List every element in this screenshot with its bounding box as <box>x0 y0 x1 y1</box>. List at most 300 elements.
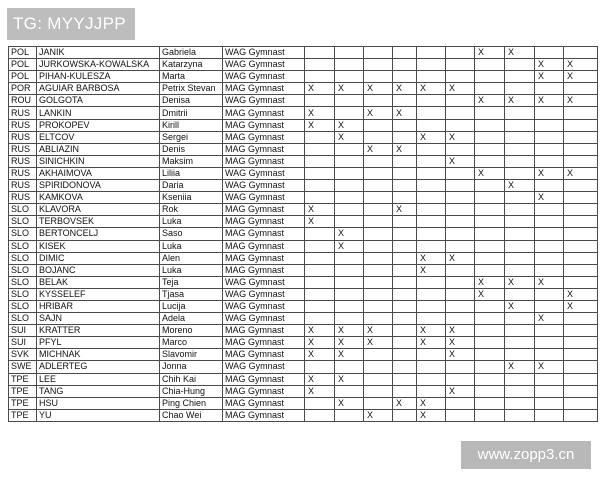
first-name-cell: Chao Wei <box>160 409 223 421</box>
first-name-cell: Teja <box>160 276 223 288</box>
apparatus-mark-cell <box>446 192 475 204</box>
apparatus-mark-cell: X <box>305 385 335 397</box>
nation-cell: SUI <box>9 325 37 337</box>
apparatus-mark-cell <box>505 264 535 276</box>
gymnast-type-cell: MAG Gymnast <box>223 143 305 155</box>
last-name-cell: HSU <box>37 397 160 409</box>
apparatus-mark-cell: X <box>564 300 598 312</box>
apparatus-mark-cell <box>417 47 446 59</box>
apparatus-mark-cell <box>475 264 505 276</box>
nation-cell: RUS <box>9 131 37 143</box>
apparatus-mark-cell <box>446 167 475 179</box>
table-row <box>9 397 598 409</box>
apparatus-mark-cell <box>364 155 393 167</box>
last-name-cell: YU <box>37 409 160 421</box>
apparatus-mark-cell <box>564 361 598 373</box>
apparatus-mark-cell: X <box>305 83 335 95</box>
apparatus-mark-cell <box>305 276 335 288</box>
gymnast-type-cell: MAG Gymnast <box>223 107 305 119</box>
apparatus-mark-cell <box>564 252 598 264</box>
table-row <box>9 349 598 361</box>
first-name-cell: Moreno <box>160 325 223 337</box>
apparatus-mark-cell <box>393 131 417 143</box>
apparatus-mark-cell <box>305 59 335 71</box>
apparatus-mark-cell: X <box>446 252 475 264</box>
apparatus-mark-cell <box>364 180 393 192</box>
apparatus-mark-cell <box>505 325 535 337</box>
apparatus-mark-cell <box>564 373 598 385</box>
apparatus-mark-cell: X <box>417 252 446 264</box>
apparatus-mark-cell: X <box>564 71 598 83</box>
last-name-cell: LANKIN <box>37 107 160 119</box>
apparatus-mark-cell <box>505 119 535 131</box>
apparatus-mark-cell <box>505 83 535 95</box>
apparatus-mark-cell: X <box>364 325 393 337</box>
apparatus-mark-cell: X <box>564 59 598 71</box>
apparatus-mark-cell <box>393 71 417 83</box>
apparatus-mark-cell <box>305 131 335 143</box>
nation-cell: SLO <box>9 300 37 312</box>
apparatus-mark-cell <box>475 155 505 167</box>
apparatus-mark-cell: X <box>335 131 364 143</box>
apparatus-mark-cell <box>505 373 535 385</box>
apparatus-mark-cell <box>335 95 364 107</box>
apparatus-mark-cell <box>335 47 364 59</box>
gymnast-type-cell: MAG Gymnast <box>223 240 305 252</box>
nation-cell: RUS <box>9 119 37 131</box>
gymnast-type-cell: MAG Gymnast <box>223 397 305 409</box>
apparatus-mark-cell: X <box>417 264 446 276</box>
first-name-cell: Ping Chien <box>160 397 223 409</box>
apparatus-mark-cell <box>446 228 475 240</box>
table-row <box>9 204 598 216</box>
apparatus-mark-cell <box>505 409 535 421</box>
gymnast-type-cell: WAG Gymnast <box>223 288 305 300</box>
table-row <box>9 325 598 337</box>
gymnast-type-cell: WAG Gymnast <box>223 71 305 83</box>
apparatus-mark-cell <box>535 240 564 252</box>
apparatus-mark-cell <box>364 71 393 83</box>
apparatus-mark-cell <box>364 119 393 131</box>
apparatus-mark-cell <box>393 192 417 204</box>
apparatus-mark-cell <box>305 252 335 264</box>
nation-cell: TPE <box>9 385 37 397</box>
apparatus-mark-cell: X <box>564 95 598 107</box>
table-row <box>9 264 598 276</box>
gymnast-type-cell: MAG Gymnast <box>223 264 305 276</box>
apparatus-mark-cell: X <box>475 95 505 107</box>
apparatus-mark-cell: X <box>446 83 475 95</box>
table-row <box>9 95 598 107</box>
apparatus-mark-cell <box>505 192 535 204</box>
apparatus-mark-cell <box>564 397 598 409</box>
apparatus-mark-cell: X <box>305 119 335 131</box>
apparatus-mark-cell <box>305 95 335 107</box>
first-name-cell: Luka <box>160 216 223 228</box>
first-name-cell: Luka <box>160 264 223 276</box>
apparatus-mark-cell <box>505 107 535 119</box>
apparatus-mark-cell <box>446 300 475 312</box>
apparatus-mark-cell <box>305 397 335 409</box>
gymnast-type-cell: MAG Gymnast <box>223 119 305 131</box>
apparatus-mark-cell <box>446 71 475 83</box>
table-row <box>9 180 598 192</box>
last-name-cell: JURKOWSKA-KOWALSKA <box>37 59 160 71</box>
apparatus-mark-cell: X <box>564 167 598 179</box>
apparatus-mark-cell <box>393 180 417 192</box>
apparatus-mark-cell <box>393 349 417 361</box>
apparatus-mark-cell <box>305 264 335 276</box>
apparatus-mark-cell: X <box>335 83 364 95</box>
apparatus-mark-cell: X <box>475 167 505 179</box>
table-row <box>9 167 598 179</box>
watermark-bottom: www.zopp3.cn <box>461 441 591 469</box>
apparatus-mark-cell <box>475 349 505 361</box>
first-name-cell: Jonna <box>160 361 223 373</box>
apparatus-mark-cell <box>535 288 564 300</box>
gymnast-type-cell: WAG Gymnast <box>223 95 305 107</box>
nation-cell: SLO <box>9 252 37 264</box>
apparatus-mark-cell <box>446 143 475 155</box>
table-row <box>9 276 598 288</box>
table-row <box>9 83 598 95</box>
last-name-cell: KYSSELEF <box>37 288 160 300</box>
table-row <box>9 373 598 385</box>
table-row <box>9 216 598 228</box>
apparatus-mark-cell <box>505 228 535 240</box>
apparatus-mark-cell <box>535 385 564 397</box>
first-name-cell: Kirill <box>160 119 223 131</box>
apparatus-mark-cell <box>505 143 535 155</box>
apparatus-mark-cell: X <box>446 385 475 397</box>
apparatus-mark-cell <box>393 252 417 264</box>
first-name-cell: Luka <box>160 240 223 252</box>
table-row <box>9 71 598 83</box>
apparatus-mark-cell <box>564 276 598 288</box>
apparatus-mark-cell: X <box>364 337 393 349</box>
table-row <box>9 228 598 240</box>
apparatus-mark-cell <box>475 83 505 95</box>
apparatus-mark-cell <box>364 192 393 204</box>
apparatus-mark-cell <box>475 240 505 252</box>
apparatus-mark-cell <box>564 325 598 337</box>
apparatus-mark-cell <box>335 276 364 288</box>
first-name-cell: Chia-Hung <box>160 385 223 397</box>
apparatus-mark-cell: X <box>535 192 564 204</box>
apparatus-mark-cell <box>305 288 335 300</box>
apparatus-mark-cell: X <box>535 59 564 71</box>
apparatus-mark-cell <box>446 107 475 119</box>
nation-cell: POL <box>9 71 37 83</box>
apparatus-mark-cell <box>446 216 475 228</box>
first-name-cell: Gabriela <box>160 47 223 59</box>
apparatus-mark-cell <box>535 409 564 421</box>
nation-cell: POL <box>9 47 37 59</box>
apparatus-mark-cell: X <box>417 337 446 349</box>
apparatus-mark-cell <box>446 288 475 300</box>
apparatus-mark-cell: X <box>475 276 505 288</box>
first-name-cell: Kseniia <box>160 192 223 204</box>
apparatus-mark-cell <box>417 119 446 131</box>
apparatus-mark-cell <box>335 361 364 373</box>
apparatus-mark-cell <box>335 216 364 228</box>
last-name-cell: BELAK <box>37 276 160 288</box>
last-name-cell: PROKOPEV <box>37 119 160 131</box>
nation-cell: SLO <box>9 240 37 252</box>
gymnast-type-cell: MAG Gymnast <box>223 155 305 167</box>
first-name-cell: Petrix Stevan <box>160 83 223 95</box>
apparatus-mark-cell <box>564 313 598 325</box>
apparatus-mark-cell <box>417 216 446 228</box>
apparatus-mark-cell <box>535 131 564 143</box>
gymnast-type-cell: MAG Gymnast <box>223 385 305 397</box>
nation-cell: RUS <box>9 180 37 192</box>
nation-cell: SLO <box>9 216 37 228</box>
gymnast-type-cell: MAG Gymnast <box>223 337 305 349</box>
nation-cell: TPE <box>9 409 37 421</box>
apparatus-mark-cell: X <box>446 155 475 167</box>
apparatus-mark-cell <box>305 155 335 167</box>
apparatus-mark-cell: X <box>535 95 564 107</box>
apparatus-mark-cell <box>393 325 417 337</box>
apparatus-mark-cell <box>393 300 417 312</box>
apparatus-mark-cell <box>475 119 505 131</box>
apparatus-mark-cell: X <box>446 337 475 349</box>
apparatus-mark-cell <box>393 276 417 288</box>
apparatus-mark-cell <box>417 71 446 83</box>
apparatus-mark-cell <box>364 288 393 300</box>
apparatus-mark-cell <box>475 107 505 119</box>
apparatus-mark-cell: X <box>505 180 535 192</box>
apparatus-mark-cell <box>305 143 335 155</box>
apparatus-mark-cell <box>446 397 475 409</box>
first-name-cell: Chih Kai <box>160 373 223 385</box>
apparatus-mark-cell <box>446 264 475 276</box>
apparatus-mark-cell <box>564 264 598 276</box>
apparatus-mark-cell <box>475 228 505 240</box>
apparatus-mark-cell <box>364 240 393 252</box>
last-name-cell: GOLGOTA <box>37 95 160 107</box>
apparatus-mark-cell <box>305 300 335 312</box>
gymnast-type-cell: MAG Gymnast <box>223 409 305 421</box>
apparatus-mark-cell <box>335 385 364 397</box>
nation-cell: RUS <box>9 155 37 167</box>
apparatus-mark-cell <box>417 143 446 155</box>
apparatus-mark-cell <box>564 228 598 240</box>
apparatus-mark-cell <box>364 385 393 397</box>
apparatus-mark-cell <box>535 397 564 409</box>
apparatus-mark-cell <box>364 131 393 143</box>
apparatus-mark-cell <box>393 288 417 300</box>
apparatus-mark-cell <box>505 313 535 325</box>
apparatus-mark-cell <box>535 373 564 385</box>
last-name-cell: KRATTER <box>37 325 160 337</box>
apparatus-mark-cell <box>446 276 475 288</box>
apparatus-mark-cell: X <box>535 361 564 373</box>
apparatus-mark-cell: X <box>417 397 446 409</box>
apparatus-mark-cell <box>446 180 475 192</box>
apparatus-mark-cell <box>364 361 393 373</box>
apparatus-mark-cell: X <box>417 83 446 95</box>
apparatus-mark-cell <box>305 228 335 240</box>
gymnast-type-cell: WAG Gymnast <box>223 59 305 71</box>
apparatus-mark-cell <box>305 180 335 192</box>
apparatus-mark-cell <box>475 216 505 228</box>
apparatus-mark-cell <box>305 313 335 325</box>
apparatus-mark-cell <box>446 47 475 59</box>
apparatus-mark-cell <box>417 373 446 385</box>
apparatus-mark-cell <box>475 180 505 192</box>
apparatus-mark-cell <box>535 204 564 216</box>
apparatus-mark-cell <box>535 252 564 264</box>
gymnast-type-cell: MAG Gymnast <box>223 252 305 264</box>
last-name-cell: KISEK <box>37 240 160 252</box>
apparatus-mark-cell <box>564 155 598 167</box>
apparatus-mark-cell <box>535 325 564 337</box>
table-row <box>9 252 598 264</box>
first-name-cell: Adela <box>160 313 223 325</box>
apparatus-mark-cell: X <box>446 325 475 337</box>
first-name-cell: Saso <box>160 228 223 240</box>
apparatus-mark-cell <box>393 167 417 179</box>
apparatus-mark-cell: X <box>305 204 335 216</box>
first-name-cell: Denisa <box>160 95 223 107</box>
apparatus-mark-cell: X <box>417 409 446 421</box>
apparatus-mark-cell <box>564 131 598 143</box>
apparatus-mark-cell: X <box>305 325 335 337</box>
apparatus-mark-cell <box>393 228 417 240</box>
apparatus-mark-cell <box>417 192 446 204</box>
apparatus-mark-cell <box>364 252 393 264</box>
apparatus-mark-cell: X <box>305 337 335 349</box>
first-name-cell: Denis <box>160 143 223 155</box>
apparatus-mark-cell <box>535 264 564 276</box>
gymnast-type-cell: MAG Gymnast <box>223 373 305 385</box>
apparatus-mark-cell <box>417 155 446 167</box>
apparatus-mark-cell <box>535 216 564 228</box>
apparatus-mark-cell: X <box>335 119 364 131</box>
nation-cell: SLO <box>9 264 37 276</box>
apparatus-mark-cell: X <box>335 240 364 252</box>
apparatus-mark-cell <box>475 131 505 143</box>
last-name-cell: BERTONCELJ <box>37 228 160 240</box>
apparatus-mark-cell <box>417 59 446 71</box>
apparatus-mark-cell <box>475 337 505 349</box>
apparatus-mark-cell <box>335 288 364 300</box>
table-row <box>9 337 598 349</box>
apparatus-mark-cell <box>564 107 598 119</box>
apparatus-mark-cell <box>475 300 505 312</box>
apparatus-mark-cell <box>564 409 598 421</box>
apparatus-mark-cell <box>364 95 393 107</box>
apparatus-mark-cell <box>505 252 535 264</box>
first-name-cell: Alen <box>160 252 223 264</box>
apparatus-mark-cell: X <box>335 397 364 409</box>
apparatus-mark-cell <box>417 95 446 107</box>
apparatus-mark-cell <box>335 409 364 421</box>
apparatus-mark-cell <box>364 59 393 71</box>
apparatus-mark-cell <box>535 107 564 119</box>
gymnast-type-cell: WAG Gymnast <box>223 167 305 179</box>
apparatus-mark-cell <box>505 59 535 71</box>
apparatus-mark-cell <box>564 119 598 131</box>
entry-table <box>8 46 598 422</box>
apparatus-mark-cell <box>364 397 393 409</box>
apparatus-mark-cell: X <box>417 131 446 143</box>
apparatus-mark-cell: X <box>335 337 364 349</box>
apparatus-mark-cell <box>335 204 364 216</box>
apparatus-mark-cell <box>417 240 446 252</box>
apparatus-mark-cell <box>564 204 598 216</box>
apparatus-mark-cell <box>335 313 364 325</box>
apparatus-mark-cell <box>305 47 335 59</box>
nation-cell: SLO <box>9 276 37 288</box>
first-name-cell: Katarzyna <box>160 59 223 71</box>
apparatus-mark-cell <box>475 71 505 83</box>
apparatus-mark-cell <box>393 155 417 167</box>
apparatus-mark-cell <box>505 155 535 167</box>
last-name-cell: AGUIAR BARBOSA <box>37 83 160 95</box>
last-name-cell: AKHAIMOVA <box>37 167 160 179</box>
last-name-cell: PFYL <box>37 337 160 349</box>
apparatus-mark-cell <box>505 240 535 252</box>
last-name-cell: ELTCOV <box>37 131 160 143</box>
gymnast-type-cell: MAG Gymnast <box>223 325 305 337</box>
apparatus-mark-cell <box>335 155 364 167</box>
table-row <box>9 192 598 204</box>
apparatus-mark-cell <box>335 71 364 83</box>
apparatus-mark-cell <box>535 228 564 240</box>
first-name-cell: Sergei <box>160 131 223 143</box>
nation-cell: SLO <box>9 288 37 300</box>
apparatus-mark-cell <box>417 204 446 216</box>
nation-cell: TPE <box>9 373 37 385</box>
first-name-cell: Rok <box>160 204 223 216</box>
apparatus-mark-cell <box>305 361 335 373</box>
apparatus-mark-cell <box>335 59 364 71</box>
apparatus-mark-cell <box>393 216 417 228</box>
gymnast-type-cell: WAG Gymnast <box>223 313 305 325</box>
apparatus-mark-cell <box>393 361 417 373</box>
apparatus-mark-cell: X <box>393 397 417 409</box>
nation-cell: SWE <box>9 361 37 373</box>
apparatus-mark-cell: X <box>364 83 393 95</box>
last-name-cell: TANG <box>37 385 160 397</box>
apparatus-mark-cell: X <box>417 325 446 337</box>
apparatus-mark-cell: X <box>535 71 564 83</box>
apparatus-mark-cell <box>475 143 505 155</box>
apparatus-mark-cell <box>335 300 364 312</box>
nation-cell: RUS <box>9 143 37 155</box>
apparatus-mark-cell: X <box>364 143 393 155</box>
table-row <box>9 409 598 421</box>
table-row <box>9 361 598 373</box>
apparatus-mark-cell: X <box>305 349 335 361</box>
apparatus-mark-cell: X <box>475 288 505 300</box>
apparatus-mark-cell <box>535 300 564 312</box>
first-name-cell: Daria <box>160 180 223 192</box>
apparatus-mark-cell: X <box>535 167 564 179</box>
first-name-cell: Maksim <box>160 155 223 167</box>
apparatus-mark-cell: X <box>364 409 393 421</box>
apparatus-mark-cell <box>475 204 505 216</box>
apparatus-mark-cell <box>393 264 417 276</box>
apparatus-mark-cell <box>475 252 505 264</box>
gymnast-type-cell: MAG Gymnast <box>223 228 305 240</box>
apparatus-mark-cell <box>564 47 598 59</box>
apparatus-mark-cell <box>417 300 446 312</box>
apparatus-mark-cell <box>393 240 417 252</box>
